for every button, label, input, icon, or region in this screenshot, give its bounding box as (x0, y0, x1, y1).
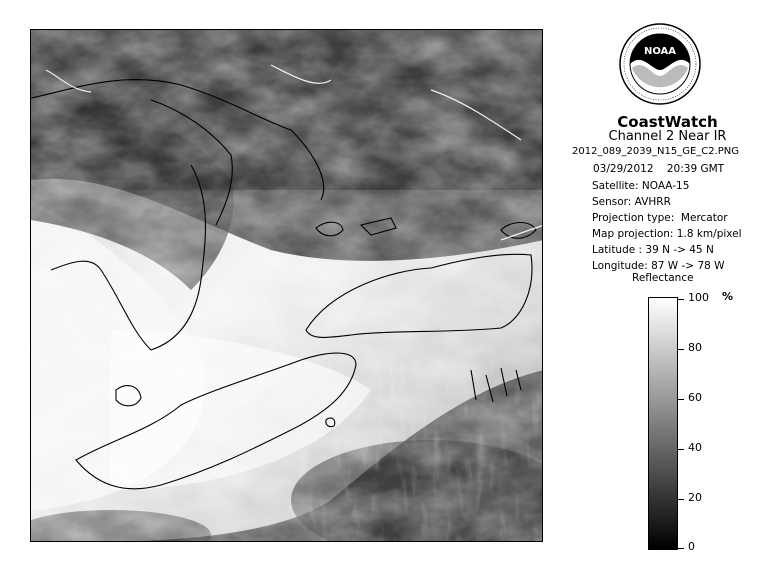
channel-title: Channel 2 Near IR (608, 129, 727, 144)
colorbar-unit: % (722, 290, 734, 303)
colorbar-tick (678, 399, 684, 400)
colorbar-tick-label: 40 (688, 441, 702, 454)
meta-datetime: 03/29/2012 20:39 GMT (593, 163, 725, 175)
reflectance-colorbar (648, 297, 678, 550)
colorbar-tick (678, 349, 684, 350)
colorbar-tick (678, 449, 684, 450)
file-name: 2012_089_2039_N15_GE_C2.PNG (572, 146, 740, 157)
colorbar-tick-label: 80 (688, 341, 702, 354)
colorbar-tick (678, 548, 684, 549)
colorbar-tick (678, 499, 684, 500)
meta-satellite: Satellite: NOAA-15 (592, 180, 690, 192)
meta-map-projection: Map projection: 1.8 km/pixel (592, 228, 742, 240)
meta-sensor: Sensor: AVHRR (592, 196, 671, 208)
colorbar-label: Reflectance (632, 272, 694, 284)
satellite-map[interactable] (30, 29, 543, 542)
colorbar-tick-label: 60 (688, 391, 702, 404)
colorbar-tick-label: 20 (688, 491, 702, 504)
brand-title: CoastWatch (617, 113, 718, 131)
colorbar-tick-label: 100 (688, 291, 709, 304)
colorbar-tick-label: 0 (688, 540, 695, 553)
meta-projection-type: Projection type: Mercator (592, 212, 728, 224)
logo-text: NOAA (643, 46, 677, 57)
colorbar-tick (678, 299, 684, 300)
satellite-image (31, 30, 543, 542)
meta-longitude: Longitude: 87 W -> 78 W (592, 260, 725, 272)
meta-latitude: Latitude : 39 N -> 45 N (592, 244, 714, 256)
noaa-logo (618, 22, 702, 106)
